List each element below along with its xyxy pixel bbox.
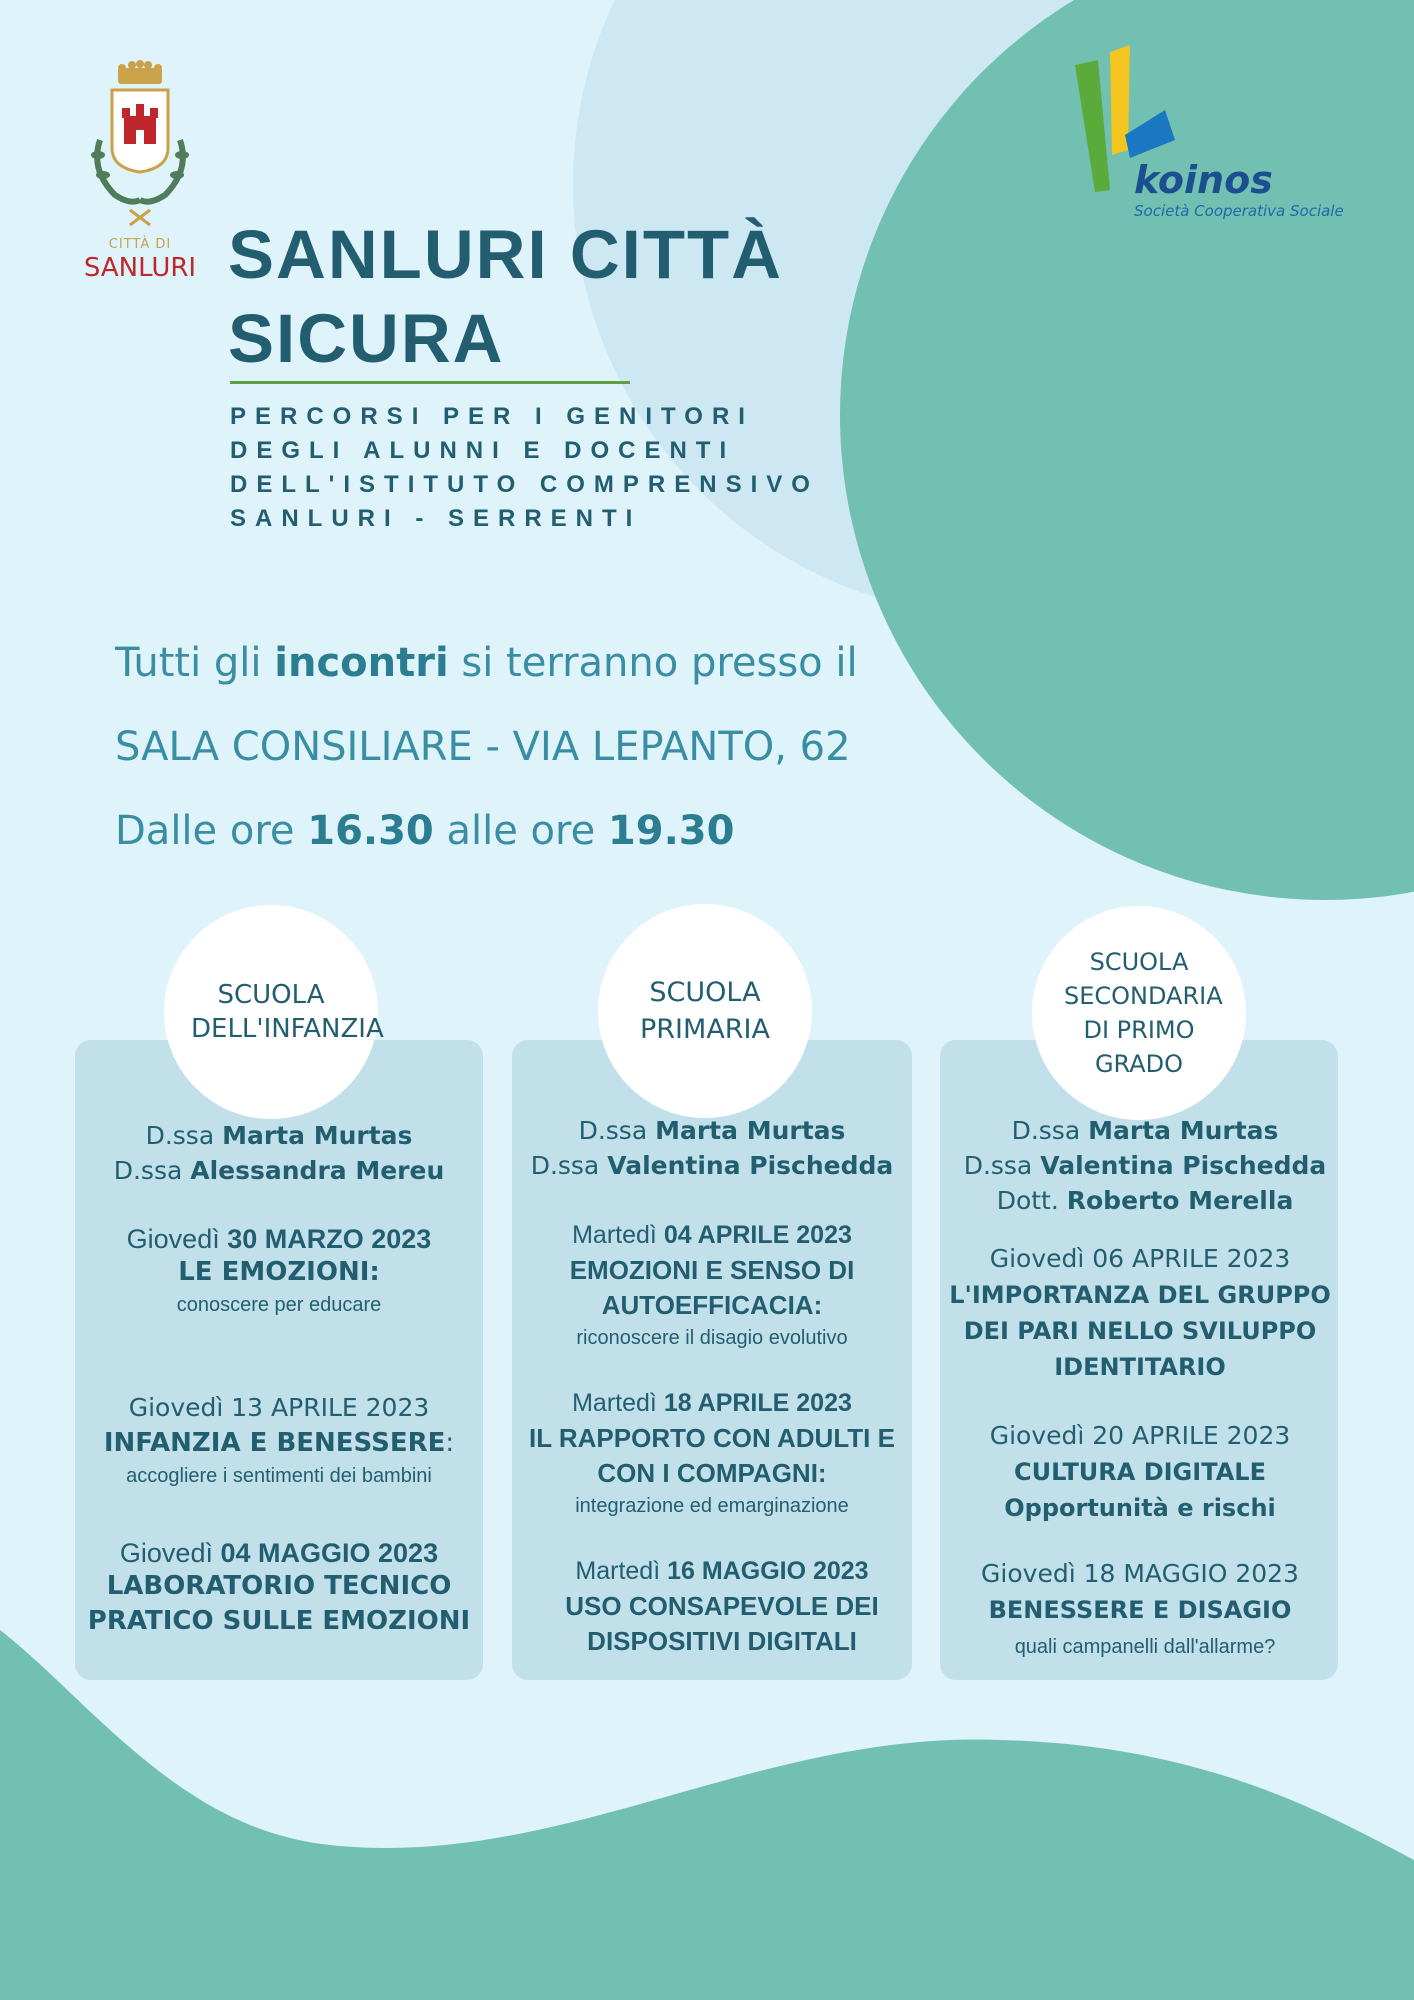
event-date: Martedì 04 APRILE 2023 bbox=[572, 1221, 852, 1249]
primaria-heading-circle bbox=[598, 904, 812, 1118]
info-hours: Dalle ore 16.30 alle ore 19.30 bbox=[115, 808, 735, 854]
teal-wave-shape bbox=[0, 1630, 1414, 2000]
event-date: Giovedì 04 MAGGIO 2023 bbox=[119, 1538, 439, 1568]
event-topic: CON I COMPAGNI: bbox=[597, 1458, 827, 1488]
event-topic: AUTOEFFICACIA: bbox=[601, 1290, 823, 1320]
primaria-staff bbox=[512, 1113, 912, 1183]
infanzia-heading: SCUOLA DELL'INFANZIA bbox=[191, 980, 384, 1044]
staff-member: D.ssa Valentina Pischedda bbox=[530, 1151, 894, 1180]
secondaria-heading: SCUOLA SECONDARIA DI PRIMO GRADO bbox=[1064, 948, 1223, 1078]
primaria-heading: SCUOLA PRIMARIA bbox=[640, 977, 770, 1045]
city-logo-name: SANLURI bbox=[83, 253, 197, 283]
secondaria-heading-circle bbox=[1032, 906, 1246, 1120]
event-note: conoscere per educare bbox=[176, 1294, 382, 1316]
page-subtitle: PERCORSI PER I GENITORI DEGLI ALUNNI E DOCENTI DELL'ISTITUTO COMPRENSIVO SANLURI - SERRENTI bbox=[230, 403, 819, 532]
event-topic: DISPOSITIVI DIGITALI bbox=[587, 1626, 857, 1656]
staff-member: Dott. Roberto Merella bbox=[996, 1186, 1294, 1215]
event-date: Giovedì 06 APRILE 2023 bbox=[989, 1244, 1291, 1273]
event-note: integrazione ed emarginazione bbox=[575, 1495, 849, 1517]
info-end-time: 19.30 bbox=[607, 808, 735, 854]
staff-member: D.ssa Marta Murtas bbox=[578, 1116, 846, 1145]
title-divider bbox=[230, 381, 630, 384]
partner-logo-tagline: Società Cooperativa Sociale bbox=[1134, 202, 1344, 220]
event-topic: LE EMOZIONI: bbox=[178, 1257, 380, 1287]
event-note: quali campanelli dall'allarme? bbox=[1014, 1636, 1276, 1658]
staff-member: D.ssa Alessandra Mereu bbox=[113, 1156, 445, 1185]
event-item bbox=[75, 1224, 483, 1320]
event-item bbox=[75, 1390, 483, 1491]
event-item bbox=[512, 1218, 912, 1353]
event-date: Giovedì 13 APRILE 2023 bbox=[128, 1393, 430, 1422]
page-title: SANLURI CITTÀ SICURA bbox=[228, 216, 783, 377]
infanzia-staff bbox=[75, 1118, 483, 1188]
event-item bbox=[940, 1241, 1340, 1385]
partner-logo-name: koinos bbox=[1134, 158, 1273, 202]
event-date: Giovedì 18 MAGGIO 2023 bbox=[981, 1559, 1299, 1588]
info-location-intro: Tutti gli incontri si terranno presso il bbox=[115, 640, 858, 686]
event-item bbox=[75, 1538, 483, 1639]
event-date: Martedì 18 APRILE 2023 bbox=[572, 1389, 852, 1417]
event-topic: USO CONSAPEVOLE DEI bbox=[565, 1591, 879, 1621]
city-logo-small-text: CITTÀ DI bbox=[108, 237, 172, 252]
event-topic: L'IMPORTANZA DEL GRUPPO bbox=[949, 1281, 1331, 1309]
event-date: Giovedì 30 MARZO 2023 bbox=[126, 1224, 432, 1254]
info-incontri-word: incontri bbox=[274, 640, 449, 686]
city-crest-icon bbox=[70, 60, 210, 240]
event-topic: EMOZIONI E SENSO DI bbox=[569, 1255, 855, 1285]
event-topic: BENESSERE E DISAGIO bbox=[988, 1596, 1292, 1624]
event-item bbox=[940, 1556, 1340, 1662]
event-topic: INFANZIA E BENESSERE: bbox=[103, 1428, 455, 1458]
event-note: accogliere i sentimenti dei bambini bbox=[126, 1465, 432, 1487]
event-topic: CULTURA DIGITALE bbox=[1014, 1458, 1266, 1486]
info-start-time: 16.30 bbox=[307, 808, 434, 854]
event-date: Giovedì 20 APRILE 2023 bbox=[989, 1421, 1291, 1450]
event-item bbox=[522, 1554, 922, 1659]
event-topic: DEI PARI NELLO SVILUPPO bbox=[963, 1317, 1317, 1345]
event-item bbox=[512, 1386, 912, 1521]
event-topic: LABORATORIO TECNICO bbox=[106, 1571, 452, 1601]
event-topic: IL RAPPORTO CON ADULTI E bbox=[529, 1423, 895, 1453]
staff-member: D.ssa Marta Murtas bbox=[145, 1121, 413, 1150]
event-topic: IDENTITARIO bbox=[1054, 1353, 1226, 1381]
event-date: Martedì 16 MAGGIO 2023 bbox=[575, 1557, 869, 1585]
staff-member: D.ssa Marta Murtas bbox=[1011, 1116, 1279, 1145]
staff-member: D.ssa Valentina Pischedda bbox=[963, 1151, 1327, 1180]
event-topic: Opportunità e rischi bbox=[1004, 1494, 1276, 1522]
info-venue: SALA CONSILIARE - VIA LEPANTO, 62 bbox=[115, 724, 851, 770]
partner-logo bbox=[1070, 40, 1360, 230]
city-logo bbox=[70, 60, 210, 285]
event-note: riconoscere il disagio evolutivo bbox=[576, 1327, 848, 1349]
event-item bbox=[940, 1418, 1340, 1526]
secondaria-staff bbox=[940, 1113, 1350, 1218]
infanzia-heading-circle bbox=[164, 905, 384, 1119]
event-topic: PRATICO SULLE EMOZIONI bbox=[87, 1606, 471, 1636]
